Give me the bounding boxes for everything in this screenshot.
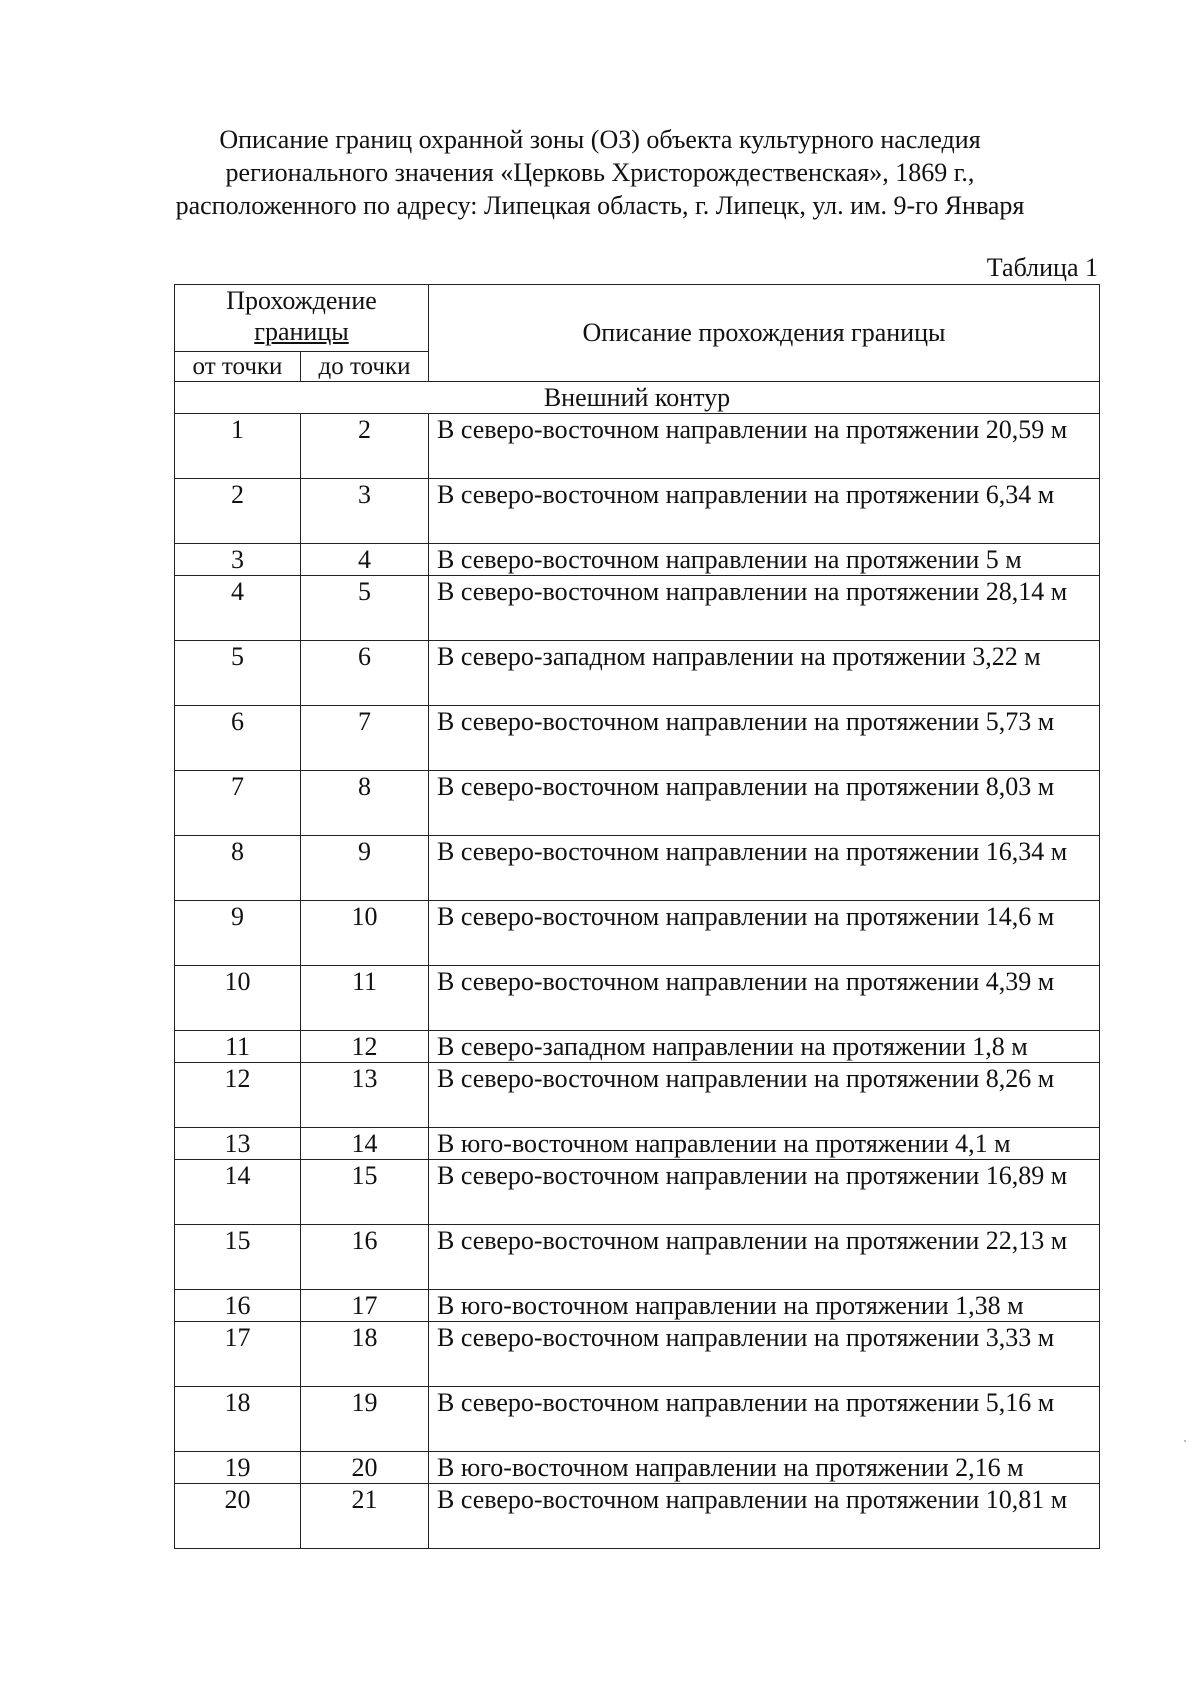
cell-to-point: 15 — [301, 1160, 429, 1225]
cell-description: В северо-западном направлении на протяжении 3,22 м — [429, 641, 1100, 706]
cell-to-point: 18 — [301, 1322, 429, 1387]
cell-to-point: 9 — [301, 836, 429, 901]
cell-from-point: 14 — [175, 1160, 301, 1225]
document-title — [120, 123, 1080, 222]
cell-from-point: 6 — [175, 706, 301, 771]
cell-from-point: 5 — [175, 641, 301, 706]
section-label: Внешний контур — [175, 382, 1100, 414]
cell-description: В северо-восточном направлении на протяжении 6,34 м — [429, 479, 1100, 544]
cell-from-point: 10 — [175, 966, 301, 1031]
header-group-line2: границы — [254, 317, 349, 346]
cell-from-point: 19 — [175, 1452, 301, 1484]
table-row — [175, 1225, 1100, 1290]
section-row — [175, 382, 1100, 414]
cell-to-point: 6 — [301, 641, 429, 706]
table-row — [175, 771, 1100, 836]
cell-to-point: 14 — [301, 1128, 429, 1160]
cell-description: В северо-восточном направлении на протяжении 14,6 м — [429, 901, 1100, 966]
table-row — [175, 641, 1100, 706]
cell-description: В северо-восточном направлении на протяжении 22,13 м — [429, 1225, 1100, 1290]
cell-to-point: 20 — [301, 1452, 429, 1484]
cell-from-point: 16 — [175, 1290, 301, 1322]
scan-artifact — [1184, 1440, 1186, 1442]
title-line-2: регионального значения «Церковь Христорождественская», 1869 г., — [225, 158, 975, 187]
cell-to-point: 3 — [301, 479, 429, 544]
cell-description: В северо-восточном направлении на протяжении 5 м — [429, 544, 1100, 576]
cell-to-point: 12 — [301, 1031, 429, 1063]
cell-to-point: 4 — [301, 544, 429, 576]
header-boundary-passage — [175, 285, 429, 352]
cell-to-point: 11 — [301, 966, 429, 1031]
table-row — [175, 544, 1100, 576]
cell-description: В юго-восточном направлении на протяжении 1,38 м — [429, 1290, 1100, 1322]
table-row — [175, 1452, 1100, 1484]
table-row — [175, 1322, 1100, 1387]
title-line-1: Описание границ охранной зоны (ОЗ) объекта культурного наследия — [219, 125, 981, 154]
cell-to-point: 2 — [301, 414, 429, 479]
cell-description: В северо-восточном направлении на протяжении 16,89 м — [429, 1160, 1100, 1225]
header-group-line1: Прохождение — [226, 286, 377, 315]
table-row — [175, 1484, 1100, 1549]
cell-to-point: 16 — [301, 1225, 429, 1290]
cell-to-point: 5 — [301, 576, 429, 641]
header-to-point: до точки — [301, 352, 429, 382]
cell-description: В северо-восточном направлении на протяжении 5,73 м — [429, 706, 1100, 771]
cell-description: В северо-восточном направлении на протяжении 3,33 м — [429, 1322, 1100, 1387]
table-caption: Таблица 1 — [986, 253, 1098, 282]
table-row — [175, 414, 1100, 479]
cell-from-point: 11 — [175, 1031, 301, 1063]
cell-description: В северо-восточном направлении на протяжении 10,81 м — [429, 1484, 1100, 1549]
cell-from-point: 4 — [175, 576, 301, 641]
table-row — [175, 576, 1100, 641]
table-row — [175, 1290, 1100, 1322]
table-row — [175, 706, 1100, 771]
cell-description: В северо-восточном направлении на протяжении 20,59 м — [429, 414, 1100, 479]
cell-description: В северо-восточном направлении на протяжении 28,14 м — [429, 576, 1100, 641]
table-row — [175, 1031, 1100, 1063]
cell-description: В юго-восточном направлении на протяжении 4,1 м — [429, 1128, 1100, 1160]
cell-from-point: 15 — [175, 1225, 301, 1290]
table-row — [175, 1160, 1100, 1225]
cell-from-point: 9 — [175, 901, 301, 966]
cell-description: В северо-восточном направлении на протяжении 16,34 м — [429, 836, 1100, 901]
cell-to-point: 7 — [301, 706, 429, 771]
cell-to-point: 19 — [301, 1387, 429, 1452]
table-row — [175, 901, 1100, 966]
cell-from-point: 12 — [175, 1063, 301, 1128]
cell-from-point: 2 — [175, 479, 301, 544]
cell-to-point: 17 — [301, 1290, 429, 1322]
cell-description: В северо-восточном направлении на протяжении 5,16 м — [429, 1387, 1100, 1452]
cell-description: В северо-восточном направлении на протяжении 4,39 м — [429, 966, 1100, 1031]
header-description: Описание прохождения границы — [429, 285, 1100, 382]
cell-from-point: 7 — [175, 771, 301, 836]
table-row — [175, 1387, 1100, 1452]
cell-from-point: 3 — [175, 544, 301, 576]
cell-to-point: 21 — [301, 1484, 429, 1549]
cell-to-point: 8 — [301, 771, 429, 836]
table-row — [175, 1063, 1100, 1128]
cell-description: В юго-восточном направлении на протяжении 2,16 м — [429, 1452, 1100, 1484]
cell-description: В северо-восточном направлении на протяжении 8,26 м — [429, 1063, 1100, 1128]
cell-to-point: 10 — [301, 901, 429, 966]
table-row — [175, 1128, 1100, 1160]
cell-from-point: 1 — [175, 414, 301, 479]
header-from-point: от точки — [175, 352, 301, 382]
cell-description: В северо-западном направлении на протяжении 1,8 м — [429, 1031, 1100, 1063]
cell-from-point: 17 — [175, 1322, 301, 1387]
title-line-3: расположенного по адресу: Липецкая область, г. Липецк, ул. им. 9-го Января — [175, 191, 1025, 220]
cell-description: В северо-восточном направлении на протяжении 8,03 м — [429, 771, 1100, 836]
cell-from-point: 13 — [175, 1128, 301, 1160]
boundary-table — [174, 284, 1100, 1549]
cell-from-point: 8 — [175, 836, 301, 901]
cell-from-point: 18 — [175, 1387, 301, 1452]
cell-to-point: 13 — [301, 1063, 429, 1128]
table-row — [175, 966, 1100, 1031]
table-row — [175, 479, 1100, 544]
cell-from-point: 20 — [175, 1484, 301, 1549]
table-row — [175, 836, 1100, 901]
